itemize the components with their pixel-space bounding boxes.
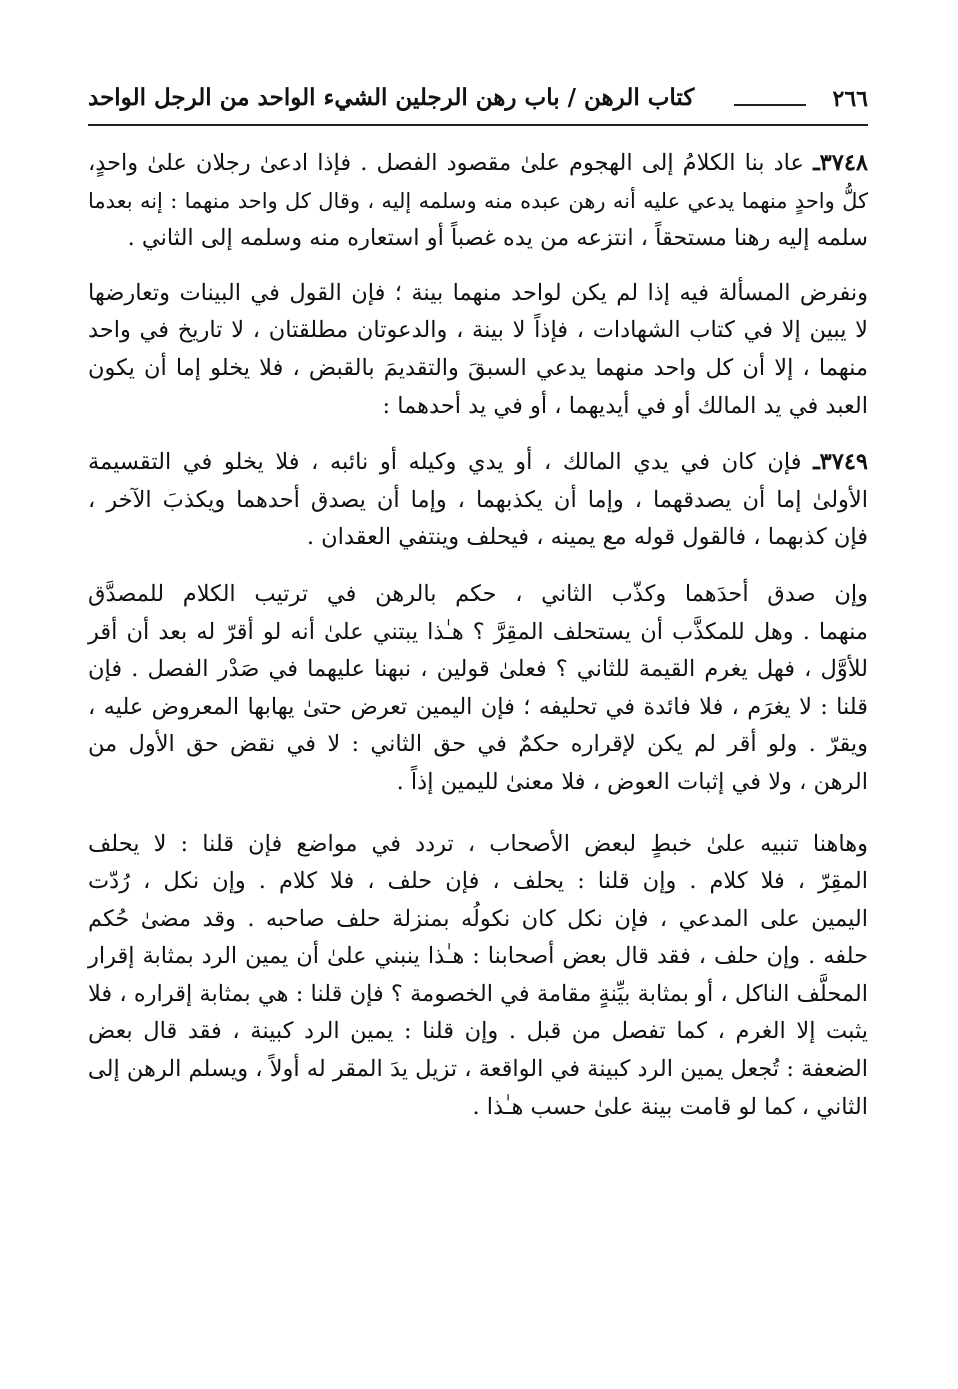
text-line: الرهن ، ولا في إثبات العوض ، فلا معنىٰ لليمين إذاً . bbox=[396, 768, 868, 795]
header-rule bbox=[734, 104, 806, 106]
section-number: ٣٧٤٨ـ bbox=[813, 150, 868, 176]
text-line: الثاني ، كما لو قامت بينة علىٰ حسب هـٰذا . bbox=[472, 1093, 868, 1120]
text-line: المحلَّف الناكل ، أو بمثابة بيِّنةٍ مقامة في الخصومة ؟ فإن قلنا : هي بمثابة إقراره ، فلا bbox=[88, 980, 868, 1007]
text-line: للأوَّل ، فهل يغرم القيمة للثاني ؟ فعلىٰ قولين ، نبهنا عليهما في صَدْر الفصل . فإن bbox=[88, 656, 868, 683]
paragraph bbox=[88, 444, 868, 557]
text-line: لا يبين إلا في كتاب الشهادات ، فإذاً لا بينة ، والدعوتان مطلقتان ، لا تاريخ في واحد bbox=[88, 317, 868, 344]
text-line: فإن كذبهما ، فالقول قوله مع يمينه ، فيحلف وينتفي العقدان . bbox=[306, 524, 868, 551]
text-line: الضعفة : تُجعل يمين الرد كبينة في الواقعة ، تزيل يدَ المقر له أولاً ، ويسلم الرهن إلى bbox=[87, 1056, 868, 1083]
paragraph bbox=[88, 576, 868, 802]
text-line: سلمه إليه رهنا مستحقاً ، انتزعه من يده غصباً أو استعاره منه وسلمه إلى الثاني . bbox=[127, 225, 868, 252]
paragraph bbox=[88, 826, 868, 1127]
text-line: اليمين على المدعي ، فإن نكل كان نكولُه بمنزلة حلف صاحبه . وقد مضىٰ حُكم bbox=[88, 905, 868, 932]
body-text bbox=[88, 145, 868, 1146]
text-line: يثبت إلا الغرم ، كما تفصل من قبل . وإن قلنا : يمين الرد كبينة ، فقد قال بعض bbox=[88, 1018, 868, 1045]
section-number: ٣٧٤٩ـ bbox=[813, 449, 868, 476]
text-line: كلُّ واحدٍ منهما يدعي عليه أنه رهن عبده منه وسلمه إليه ، وقال كل واحد منهما : إنه بعدما bbox=[88, 188, 868, 213]
text-line: منهما ، إلا أن كل واحد منهما يدعي السبقَ والتقديمَ بالقبض ، فلا يخلو إما أن يكون bbox=[88, 354, 868, 381]
text-line: وإن صدق أحدَهما وكذّب الثاني ، حكم بالرهن في ترتيب الكلام للمصدَّق bbox=[88, 580, 868, 607]
text-line: عاد بنا الكلامُ إلى الهجوم علىٰ مقصود الفصل . فإذا ادعىٰ رجلان علىٰ واحدٍ، bbox=[88, 150, 804, 176]
text-line: قلنا : لا يغرَم ، فلا فائدة في تحليفه ؛ فإن اليمين تعرض حتىٰ يهابها المعروض عليه ، bbox=[88, 693, 868, 720]
running-title: كتاب الرهن / باب رهن الرجلين الشيء الواحد من الرجل الواحد bbox=[88, 84, 695, 111]
page-header bbox=[88, 84, 868, 126]
text-line: العبد في يد المالك أو في أيديهما ، أو في يد أحدهما : bbox=[382, 392, 868, 419]
text-line: ونفرض المسألة فيه إذا لم يكن لواحد منهما بينة ؛ فإن القول في البينات وتعارضها bbox=[88, 279, 868, 306]
text-line: المقِرّ ، فلا كلام . وإن قلنا : يحلف ، فإن حلف ، فلا كلام . وإن نكل ، رُدّت bbox=[88, 868, 868, 895]
text-line: الأولىٰ إما أن يصدقهما ، وإما أن يكذبهما ، وإما أن يصدق أحدهما ويكذبَ الآخر ، bbox=[88, 486, 868, 513]
text-line: وهاهنا تنبيه علىٰ خبطٍ لبعض الأصحاب ، تردد في مواضع فإن قلنا : لا يحلف bbox=[88, 830, 868, 857]
paragraph bbox=[88, 275, 868, 425]
text-line: منهما . وهل للمكذَّب أن يستحلف المقِرَّ ؟ هـٰذا يبتني علىٰ أنه لو أقرّ له بعد أن أقر bbox=[88, 618, 868, 645]
text-line: حلفه . وإن حلف ، فقد قال بعض أصحابنا : هـٰذا ينبني علىٰ أن يمين الرد بمثابة إقرار bbox=[88, 943, 868, 970]
text-line: ويقرّ . ولو أقر لم يكن لإقراره حكمٌ في حق الثاني : لا في نقض حق الأول من bbox=[88, 731, 868, 758]
page-number: ٢٦٦ bbox=[832, 86, 868, 112]
paragraph bbox=[88, 145, 868, 258]
text-line: فإن كان في يدي المالك ، أو يدي وكيله أو نائبه ، فلا يخلو في التقسيمة bbox=[88, 449, 802, 476]
